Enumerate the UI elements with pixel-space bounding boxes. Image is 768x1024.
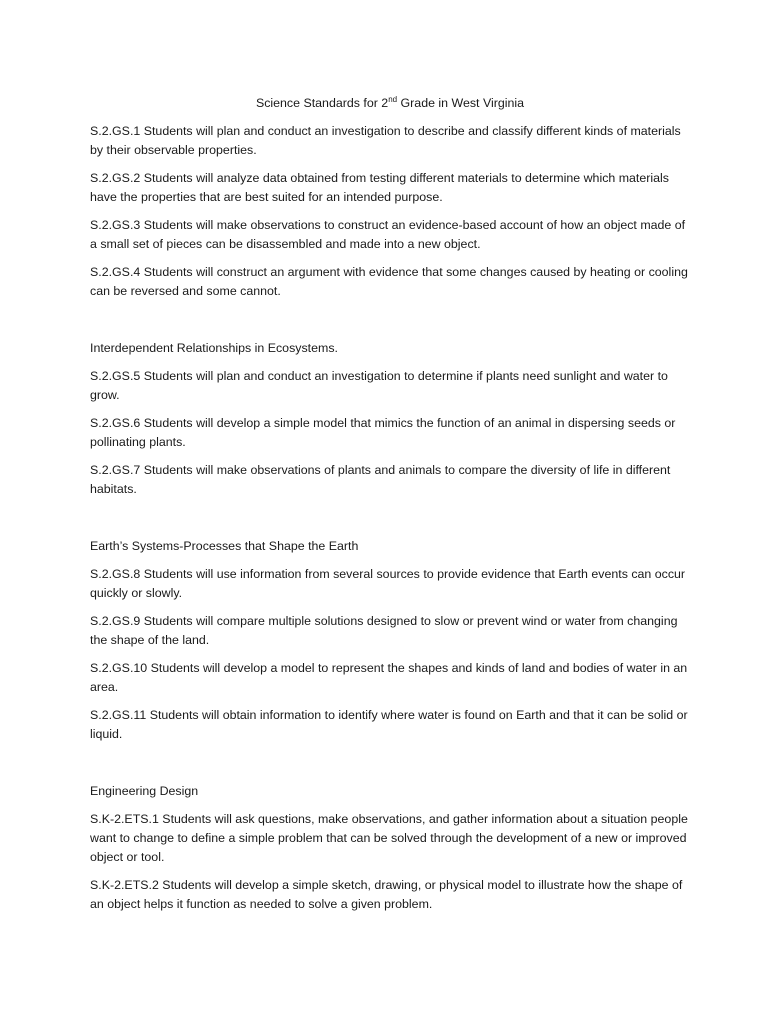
section-heading: Interdependent Relationships in Ecosystems. <box>90 341 338 355</box>
section-ecosystems <box>90 339 688 499</box>
standard-paragraph: S.2.GS.5 Students will plan and conduct an investigation to determine if plants need sunlight and water to grow. <box>90 369 668 402</box>
standard-paragraph: S.K-2.ETS.2 Students will develop a simple sketch, drawing, or physical model to illustrate how the shape of an object helps it function as needed to solve a given problem. <box>90 878 683 911</box>
standard-paragraph: S.2.GS.6 Students will develop a simple model that mimics the function of an animal in dispersing seeds or pollinating plants. <box>90 416 676 449</box>
section-heading: Engineering Design <box>90 784 199 798</box>
section-heading: Earth’s Systems-Processes that Shape the Earth <box>90 539 359 553</box>
intro-standards <box>90 122 688 301</box>
title-superscript: nd <box>388 94 398 104</box>
document-title <box>90 94 688 113</box>
title-suffix: Grade in West Virginia <box>397 96 525 110</box>
standard-paragraph: S.2.GS.9 Students will compare multiple solutions designed to slow or prevent wind or water from changing the shape of the land. <box>90 614 678 647</box>
standard-paragraph: S.2.GS.4 Students will construct an argument with evidence that some changes caused by heating or cooling can be reversed and some cannot. <box>90 265 688 298</box>
standard-paragraph: S.2.GS.3 Students will make observations to construct an evidence-based account of how an object made of a small set of pieces can be disassembled and made into a new object. <box>90 218 686 251</box>
title-prefix: Science Standards for 2 <box>255 96 389 110</box>
standard-paragraph: S.2.GS.7 Students will make observations of plants and animals to compare the diversity of life in different habitats. <box>90 463 671 496</box>
standard-paragraph: S.2.GS.8 Students will use information from several sources to provide evidence that Earth events can occur quickly or slowly. <box>90 567 686 600</box>
standard-paragraph: S.2.GS.2 Students will analyze data obtained from testing different materials to determine which materials have the properties that are best suited for an intended purpose. <box>90 171 669 204</box>
standard-paragraph: S.K-2.ETS.1 Students will ask questions, make observations, and gather information about a situation people want to change to define a simple problem that can be solved through the development of a new or improved object or tool. <box>90 812 688 864</box>
standard-paragraph: S.2.GS.10 Students will develop a model to represent the shapes and kinds of land and bodies of water in an area. <box>90 661 688 694</box>
section-earth-systems <box>90 537 688 744</box>
standard-paragraph: S.2.GS.11 Students will obtain information to identify where water is found on Earth and that it can be solid or liquid. <box>90 708 688 741</box>
section-engineering-design <box>90 782 688 914</box>
standard-paragraph: S.2.GS.1 Students will plan and conduct an investigation to describe and classify different kinds of materials by their observable properties. <box>90 124 681 157</box>
